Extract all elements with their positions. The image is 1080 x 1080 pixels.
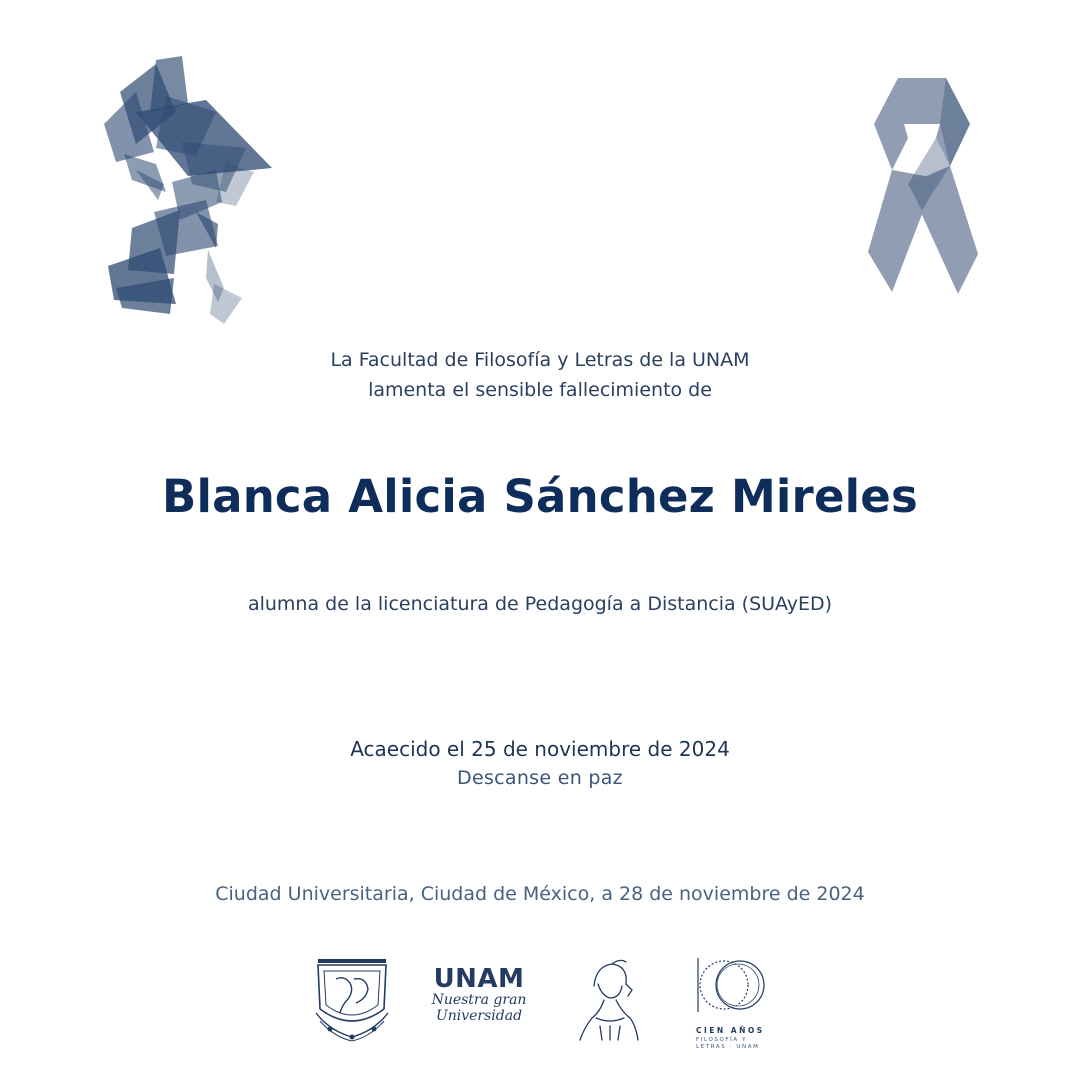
unam-nuestra-gran-universidad-logo (424, 966, 534, 1024)
cien-anos-sub-2: LETRAS · UNAM (696, 1044, 760, 1050)
deceased-name: Blanca Alicia Sánchez Mireles (162, 470, 918, 523)
unam-tagline-2: Universidad (435, 1008, 523, 1024)
death-date: Acaecido el 25 de noviembre de 2024 (350, 737, 730, 761)
intro-line-1: La Facultad de Filosofía y Letras de la UNAM (330, 349, 750, 371)
minerva-polygon-silhouette-icon (96, 52, 281, 332)
mourning-ribbon-icon (862, 74, 982, 300)
unam-wordmark: UNAM (433, 964, 525, 994)
place-date: Ciudad Universitaria, Ciudad de México, a 28 de noviembre de 2024 (215, 883, 865, 905)
deceased-role: alumna de la licenciatura de Pedagogía a Distancia (SUAyED) (247, 593, 833, 615)
farewell-text: Descanse en paz (457, 767, 623, 789)
cien-anos-ffyl-logo (688, 954, 778, 1051)
minerva-sketch-icon (574, 956, 644, 1044)
unam-tagline-1: Nuestra gran (431, 992, 527, 1008)
unam-coat-of-arms-icon (310, 955, 394, 1047)
cien-anos-sub-1: FILOSOFÍA Y (696, 1037, 748, 1043)
cien-anos-circle-mark-icon (688, 954, 772, 1016)
intro-line-2: lamenta el sensible fallecimiento de (368, 379, 712, 401)
cien-anos-title: CIEN AÑOS (696, 1026, 765, 1035)
